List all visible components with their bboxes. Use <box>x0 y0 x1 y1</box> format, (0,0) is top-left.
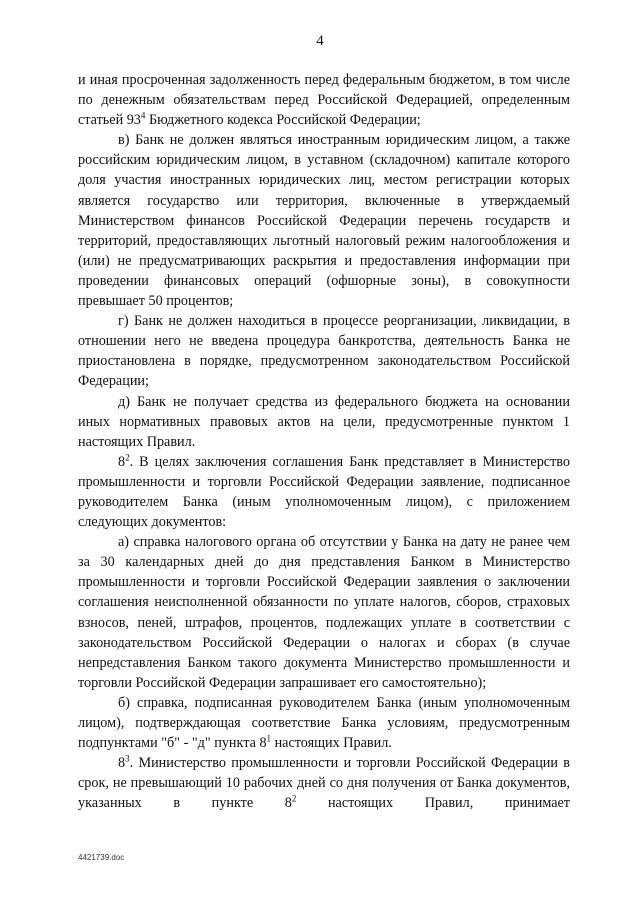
superscript: 1 <box>266 733 272 744</box>
paragraph-text: . В целях заключения соглашения Банк представляет в Министерство промышленности и торговли Российской Федерации заявление, подписанное руководителем Банка (иным уполномоченным лицом), с приложением следующих документов: <box>78 453 570 531</box>
paragraph-text: б) справка, подписанная руководителем Банка (иным уполномоченным лицом), подтверждающая соответствие Банка условиям, предусмотренным подпунктами "б" - "д" пункта 8 <box>78 694 570 752</box>
superscript: 4 <box>140 110 146 121</box>
paragraph-text: настоящих Правил, принимает <box>296 795 571 812</box>
document-id-footer: 4421739.doc <box>78 853 125 862</box>
clause-number: 8 <box>118 755 126 772</box>
paragraph-arrears-continuation <box>78 70 570 130</box>
paragraph-item-a: а) справка налогового органа об отсутствии у Банка на дату не ранее чем за 30 календарных дней до дня представления Банком в Министерство промышленности и торговли Российской Федерации заявления о заключении соглашения неисполненной обязанности по уплате налогов, сборов, страховых взносов, пеней, штрафов, процентов, подлежащих уплате в соответствии с законодательством Российской Федерации о налогах и сборах (в случае непредставления Банком такого документа Министерство промышленности и торговли Российской Федерации запрашивает его самостоятельно); <box>78 534 570 691</box>
paragraph-item-d: д) Банк не получает средства из федерального бюджета на основании иных нормативных правовых актов на цели, предусмотренные пунктом 1 настоящих Правил. <box>78 393 570 450</box>
paragraph-text: и иная просроченная задолженность перед федеральным бюджетом, в том числе по денежным обязательствам перед Российской Федерацией, определенным статьей 93 <box>78 72 570 129</box>
paragraph-item-g: г) Банк не должен находиться в процессе реорганизации, ликвидации, в отношении него не введена процедура банкротства, деятельность Банка не приостановлена в порядке, предусмотренном законодательством Российской Федерации; <box>78 313 570 390</box>
page-number: 4 <box>316 33 324 49</box>
paragraph-clause-8-3 <box>78 753 570 813</box>
superscript: 2 <box>125 452 130 463</box>
paragraph-item-b <box>78 693 570 753</box>
paragraph-text: настоящих Правил. <box>271 735 392 752</box>
paragraph-text: Бюджетного кодекса Российской Федерации; <box>145 112 421 129</box>
superscript: 2 <box>291 793 297 804</box>
document-body <box>78 70 570 813</box>
paragraph-item-v: в) Банк не должен являться иностранным юридическим лицом, а также российским юридическим лицом, в уставном (складочном) капитале которого доля участия иностранных юридических лиц, местом регистрации которых является государство или территория, включенные в утверждаемый Министерством финансов Российской Федерации перечень государств и территорий, предоставляющих льготный налоговый режим налогообложения и (или) не предусматривающих раскрытия и предоставления информации при проведении финансовых операций (офшорные зоны), в совокупности превышает 50 процентов; <box>78 132 570 310</box>
superscript: 3 <box>125 753 130 764</box>
clause-number: 8 <box>118 453 126 470</box>
paragraph-clause-8-2 <box>78 452 570 532</box>
paragraph-text: . Министерство промышленности и торговли Российской Федерации в срок, не превышающий 10 рабочих дней со дня получения от Банка документов, указанных в пункте 8 <box>78 755 570 812</box>
